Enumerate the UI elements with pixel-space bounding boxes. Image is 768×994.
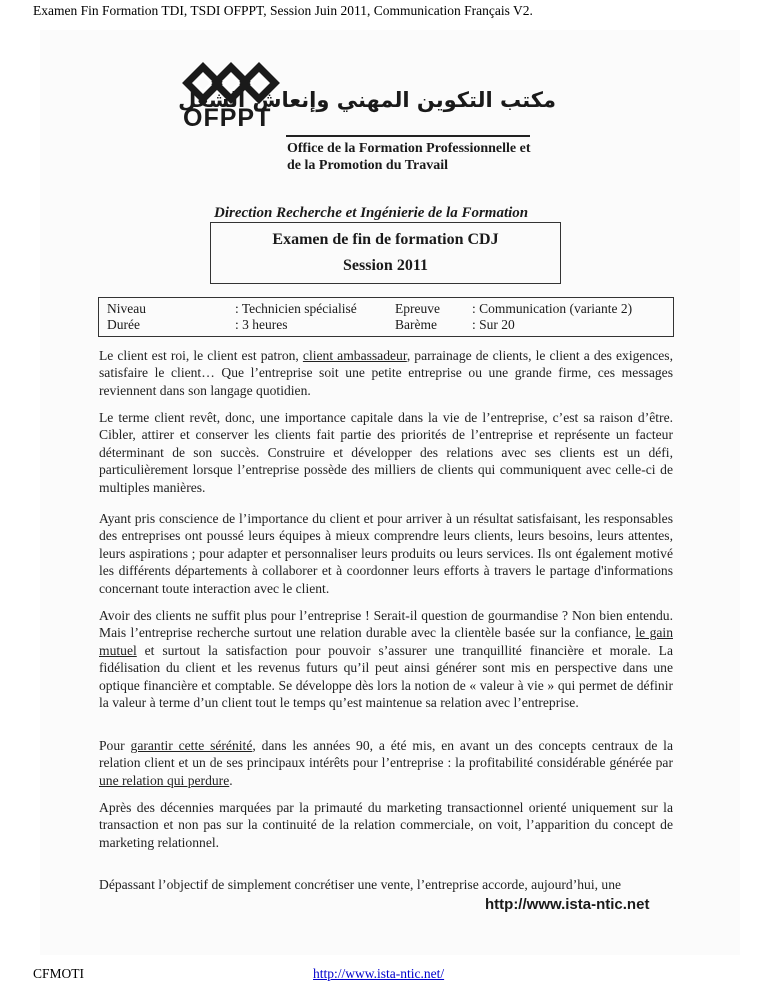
office-line-2: de la Promotion du Travail (287, 158, 449, 173)
niveau-value: : Technicien spécialisé (235, 301, 357, 316)
footer-label: CFMOTI (33, 966, 85, 981)
epreuve-value: : Communication (variante 2) (472, 301, 633, 316)
letterhead-rule (286, 135, 530, 137)
paragraph-5: Pour garantir cette sérénité, dans les années 90, a été mis, en avant un des concepts centraux de la relation client et un de ses principaux intérêts pour l’entreprise : la profitabilité considérable générée par une relation qui perdure. (99, 738, 673, 788)
office-line-1: Office de la Formation Professionnelle et (287, 141, 531, 156)
paragraph-2: Le terme client revêt, donc, une importance capitale dans la vie de l’entreprise, c’est sa raison d’être. Cibler, attirer et conserver les clients fait partie des priorités de l’entreprise et représente un facteur déterminant de son succès. Construire et développer des relations avec ses clients est un défi, particulièrement lorsque l’entreprise possède des milliers de clients qui communiquent avec celle-ci de multiples manières. (99, 410, 673, 495)
paragraph-4: Avoir des clients ne suffit plus pour l’entreprise ! Serait-il question de gourmandise ? Non bien entendu. Mais l’entreprise recherche surtout une relation durable avec la clientèle basée sur la confiance, le gain mutuel et surtout la satisfaction pour pouvoir s’assurer une tranquillité financière et morale. La fidélisation du client et les revenus futurs qu’il peut ainsi générer sont mis en perspective dans une optique financière et comptable. Se développe dès lors la notion de « valeur à vie » qui permet de définir la valeur à terme d’un client tout le temps qu’est maintenue sa relation avec l’entreprise. (99, 608, 673, 711)
underlined-term: client ambassadeur (302, 348, 407, 363)
office-name (287, 140, 531, 174)
paragraph-3: Ayant pris conscience de l’importance du client et pour arriver à un résultat satisfaisant, les responsables des entreprises ont poussé leurs équipes à mieux comprendre leurs clients, leurs besoins, leurs attentes, leurs aspirations ; pour adapter et personnaliser leurs produits ou leurs services. Ils ont également motivé les différents départements à collaborer et à coordonner leurs efforts à travers le partage d'informations concernant toute interaction avec le client. (99, 511, 673, 596)
bareme-label: Barème (395, 317, 437, 332)
underlined-term: le gain mutuel (99, 625, 673, 658)
exam-title: Examen de fin de formation CDJ (272, 231, 499, 248)
footer-link[interactable]: http://www.ista-ntic.net/ (313, 966, 445, 981)
underlined-term: une relation qui perdure (99, 772, 230, 788)
paragraph-6: Après des décennies marquées par la primauté du marketing transactionnel orienté uniquement sur la transaction et non pas sur la continuité de la relation commerciale, on voit, l’apparition du concept de marketing relationnel. (99, 800, 673, 850)
direction-title: Direction Recherche et Ingénierie de la Formation (214, 205, 529, 221)
underlined-term: garantir cette sérénité (130, 738, 253, 753)
exam-info-table (98, 297, 674, 337)
logo-wordmark: OFPPT (183, 104, 272, 132)
epreuve-label: Epreuve (395, 301, 440, 316)
duree-value: : 3 heures (235, 317, 288, 332)
document-header: Examen Fin Formation TDI, TSDI OFPPT, Session Juin 2011, Communication Français V2. (33, 3, 533, 18)
paragraph-1: Le client est roi, le client est patron, client ambassadeur, parrainage de clients, le client a des exigences, satisfaire le client… Que l’entreprise soit une petite entreprise ou une grande firme, ces messages reviennent dans son langage quotidien. (99, 348, 673, 398)
paragraph-7: Dépassant l’objectif de simplement concrétiser une vente, l’entreprise accorde, aujourd’hui, une (99, 877, 622, 892)
exam-session: Session 2011 (343, 257, 428, 274)
site-watermark: http://www.ista-ntic.net (485, 896, 650, 913)
duree-label: Durée (107, 317, 140, 332)
niveau-label: Niveau (107, 301, 146, 316)
arabic-institution-name: مكتب التكوين المهني وإنعاش الشغل (178, 88, 556, 112)
exam-title-box (210, 222, 561, 284)
bareme-value: : Sur 20 (472, 317, 515, 332)
